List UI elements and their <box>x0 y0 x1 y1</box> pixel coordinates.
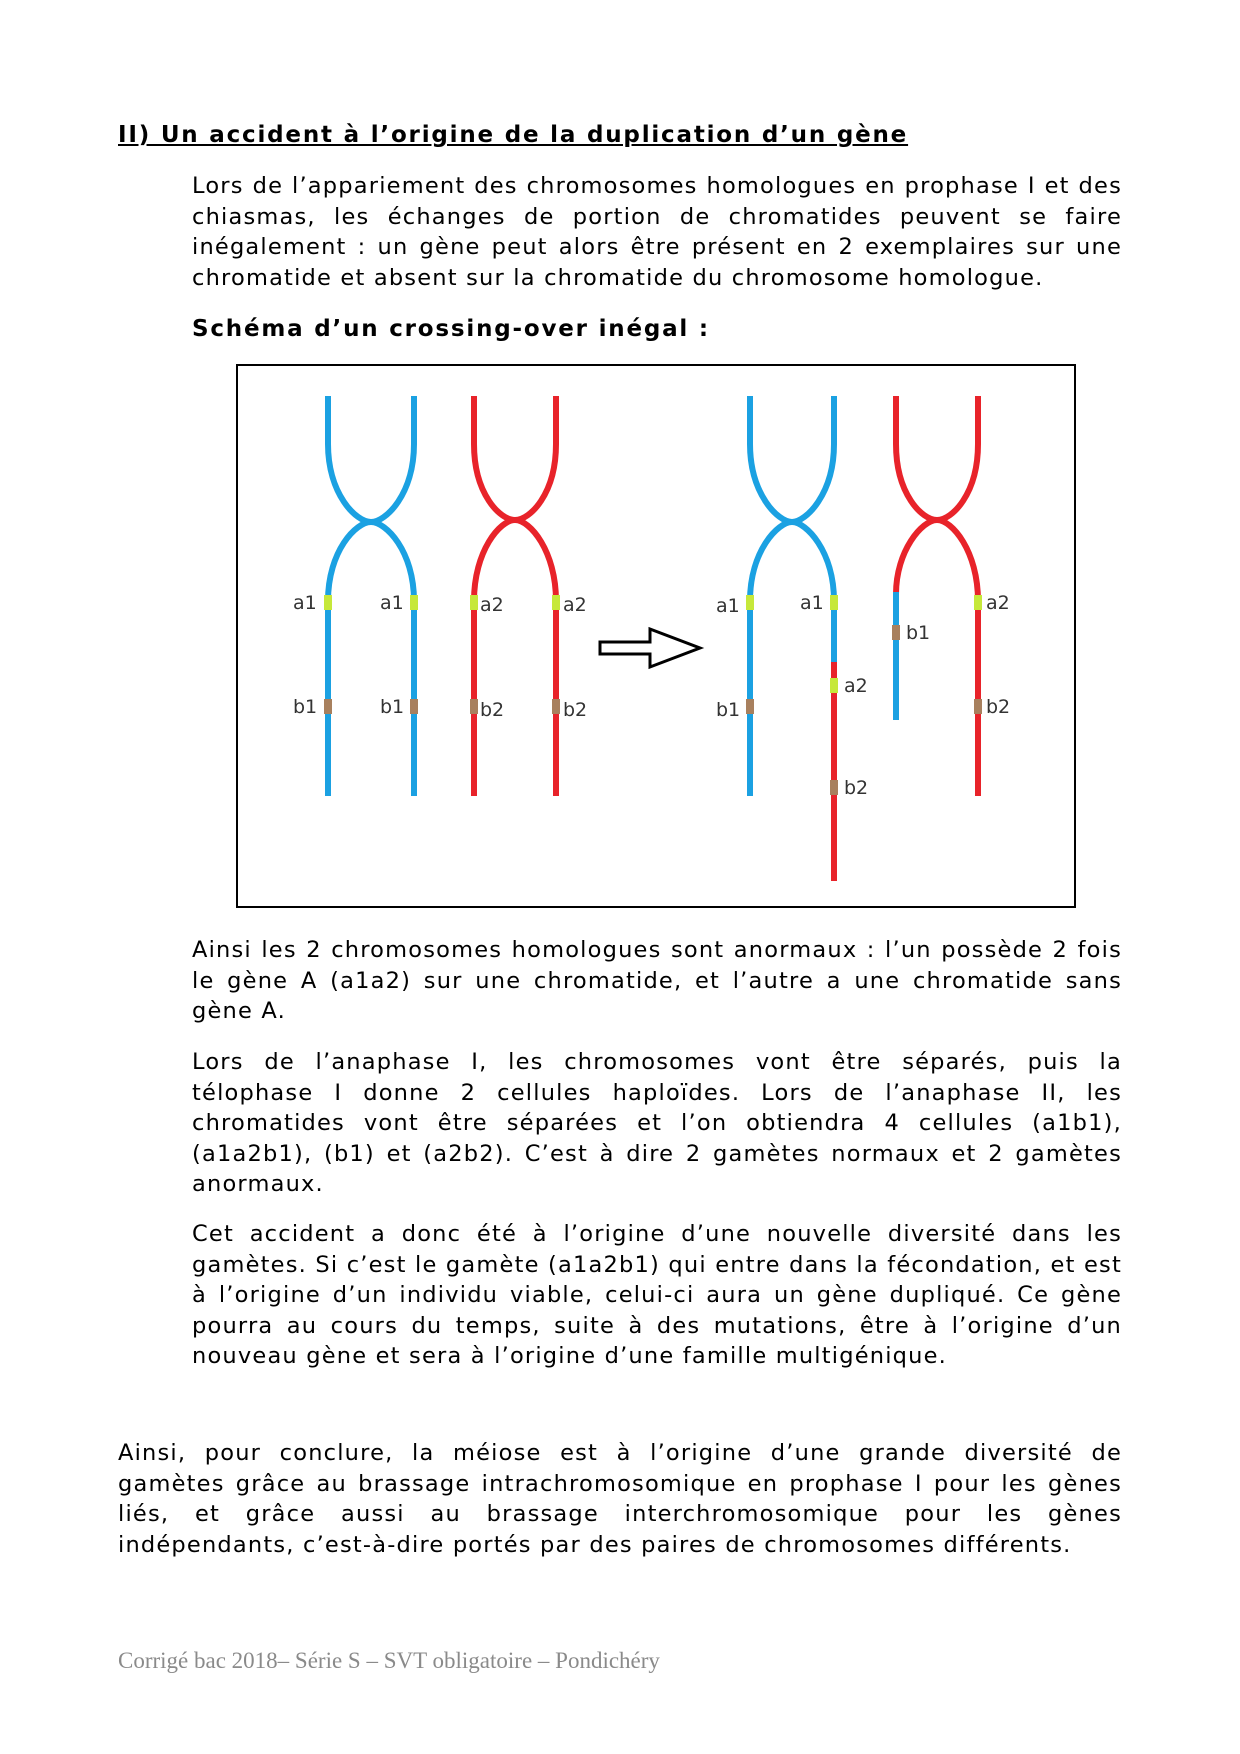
right-blue-chromatid-1 <box>750 396 834 522</box>
label-a2-right-mid: a2 <box>844 675 868 697</box>
arrow-icon <box>600 629 700 667</box>
label-a2-left-2: a2 <box>563 594 587 616</box>
right-red-chromatid-1 <box>896 396 978 520</box>
label-b2-left-1: b2 <box>480 699 505 721</box>
marker-a1-right-1 <box>746 595 754 610</box>
left-blue-chromatid-2 <box>328 522 414 796</box>
conclusion-paragraph: Ainsi, pour conclure, la méiose est à l’origine d’une grande diversité de gamètes grâce au brassage intrachromosomique en prophase I pour les gènes liés, et grâce aussi au brassage interchromosomique pour les gènes indépendants, c’est-à-dire portés par des paires de chromosomes différents. <box>118 1440 1122 1558</box>
label-b1-right-short: b1 <box>906 622 931 644</box>
left-red-chromatid-2 <box>474 520 556 796</box>
marker-b2-left-2 <box>552 699 560 714</box>
marker-b1-right-short <box>892 625 900 640</box>
label-b1-right-left: b1 <box>716 699 741 721</box>
label-a1-left-2: a1 <box>380 592 404 614</box>
marker-a2-left-2 <box>552 595 560 610</box>
crossing-over-diagram <box>236 364 1076 908</box>
marker-a1-right-2 <box>830 595 838 610</box>
label-b2-left-2: b2 <box>563 699 588 721</box>
gene-labels <box>293 592 1010 799</box>
label-a2-right: a2 <box>986 592 1010 614</box>
right-blue-chromatid-2 <box>750 522 834 796</box>
section-heading: II) Un accident à l’origine de la duplication d’un gène <box>118 122 909 148</box>
page-footer: Corrigé bac 2018– Série S – SVT obligatoire – Pondichéry <box>118 1648 660 1673</box>
diagram-canvas <box>238 366 1074 906</box>
marker-a2-right-mid <box>830 678 838 693</box>
paragraph-abnormal-chromosomes: Ainsi les 2 chromosomes homologues sont anormaux : l’un possède 2 fois le gène A (a1a2) sur une chromatide, et l’autre a une chromatide sans gène A. <box>192 937 1122 1024</box>
marker-b1-left-2 <box>410 699 418 714</box>
marker-b2-right <box>974 699 982 714</box>
marker-b2-left-1 <box>470 699 478 714</box>
schema-title: Schéma d’un crossing-over inégal : <box>192 316 710 342</box>
marker-b1-left-1 <box>324 699 332 714</box>
marker-b2-right-long <box>830 780 838 795</box>
label-a1-right-2: a1 <box>800 592 824 614</box>
marker-a1-left-1 <box>324 595 332 610</box>
left-red-chromatid-1 <box>474 396 556 520</box>
marker-b1-right-left <box>746 699 754 714</box>
label-a1-right-1: a1 <box>716 595 740 617</box>
left-blue-chromatid-1 <box>328 396 414 522</box>
paragraph-new-diversity: Cet accident a donc été à l’origine d’une nouvelle diversité dans les gamètes. Si c’est le gamète (a1a2b1) qui entre dans la fécondation, et est à l’origine d’un individu viable, celui-ci aura un gène dupliqué. Ce gène pourra au cours du temps, suite à des mutations, être à l’origine d’un nouveau gène et sera à l’origine d’une famille multigénique. <box>192 1221 1122 1369</box>
label-a1-left-1: a1 <box>293 592 317 614</box>
right-red-chromatid-2 <box>896 520 978 796</box>
gene-markers <box>324 595 982 795</box>
label-a2-left-1: a2 <box>480 594 504 616</box>
label-b1-left-1: b1 <box>293 696 318 718</box>
label-b2-right: b2 <box>986 696 1011 718</box>
label-b1-left-2: b1 <box>380 696 405 718</box>
label-b2-right-long: b2 <box>844 777 869 799</box>
paragraph-anaphase: Lors de l’anaphase I, les chromosomes vont être séparés, puis la télophase I donne 2 cellules haploïdes. Lors de l’anaphase II, les chromatides vont être séparées et l’on obtiendra 4 cellules (a1b1), (a1a2b1), (b1) et (a2b2). C’est à dire 2 gamètes normaux et 2 gamètes anormaux. <box>192 1049 1122 1197</box>
intro-paragraph: Lors de l’appariement des chromosomes homologues en prophase I et des chiasmas, les échanges de portion de chromatides peuvent se faire inégalement : un gène peut alors être présent en 2 exemplaires sur une chromatide et absent sur la chromatide du chromosome homologue. <box>192 173 1122 291</box>
marker-a2-left-1 <box>470 595 478 610</box>
marker-a1-left-2 <box>410 595 418 610</box>
marker-a2-right <box>974 595 982 610</box>
